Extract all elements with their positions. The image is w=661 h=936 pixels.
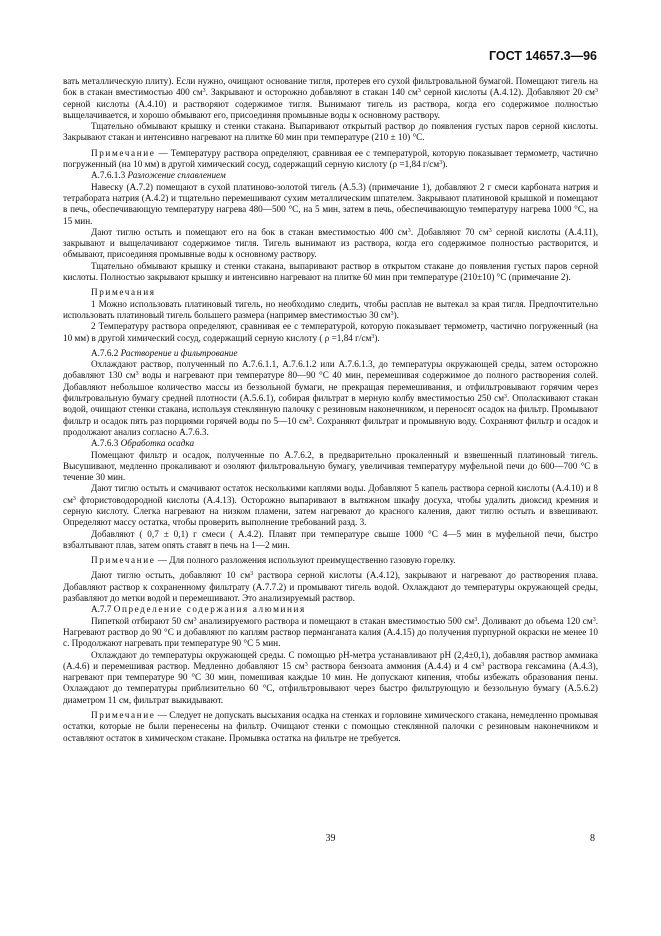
paragraph: Примечание — Для полного разложения используют преимущественно газовую горелку. — [91, 555, 456, 566]
paragraph: Дают тиглю остыть и смачивают остаток несколькими каплями воды. Добавляют 5 капель раствора серной кислоты (А.4.10) и 8 $см^3$ фтористоводородной кислоты (А.4.13). Осторожно выпаривают в вытяжном шкафу досуха, чтобы удалить диоксид кремния и серную кислоту. Слегка нагревают на низком пламени, затем нагревают до красного каления, дают тиглю остыть и взвешивают. Определяют массу остатка, чтобы проверить выполнение требований разд. 3. — [63, 483, 598, 528]
paragraph: Навеску (А.7.2) помещают в сухой платиново-золотой тигель (А.5.3) (примечание 1), добавляют 2 г смеси карбоната натрия и тетрабората натрия (А.4.2) и тщательно перемешивают сухим металлическим шпателем. Закрывают платиновой крышкой и помещают в печь, обеспечивающую температуру нагрева 480—500 °С, на 5 мин, затем в печь, обеспечивающую температуру нагрева 1000 °С, на 15 мин. — [63, 181, 598, 226]
paragraph: вать металлическую плиту). Если нужно, очищают основание тигля, протерев его сухой фильтровальной бумагой. Помещают тигель на бок в стакан вместимостью 400 $см^3$. Закрывают и осторожно добавляют в стакан 140 $см^3$ серной кислоты (А.4.12). Добавляют 20 $см^3$ серной кислоты (А.4.10) и растворяют содержимое тигля. Вынимают тигель из раствора, когда его содержимое полностью выщелачивается, и хорошо обмывают его, присоединяя промывные воды к основному раствору. — [63, 76, 598, 120]
paragraph: 2 Температуру раствора определяют, сравнивая ее с температурой, которую показывает термометр, частично погруженный (на 10 мм) в другой химический сосуд, содержащий серную кислоту ( ρ =1,84 $г/см^3$). — [63, 321, 598, 343]
paragraph: Примечание — Следует не допускать высыхания осадка на стенках и горловине химического стакана, немедленно промывая остатки, которые не были перенесены на фильтр. Очищают стенки с помощью стеклянной палочки с резиновым наконечником и оставляют остаток в химическом стакане. Промывка остатка на фильтре не требуется. — [63, 710, 598, 743]
paragraph: А.7.6.1.3 Разложение сплавлением — [91, 170, 226, 181]
paragraph: 1 Можно использовать платиновый тигель, но необходимо следить, чтобы расплав не вытекал за края тигля. Предпочтительно использовать платиновый тигель большего размера (например вместимостью 30 $см^3$). — [63, 298, 598, 320]
paragraph: Охлаждают до температуры окружающей среды. С помощью рН-метра устанавливают рН (2,4±0,1), добавляя раствор аммиака (А.4.6) и перемешивая раствор. Медленно добавляют 15 $см^3$ раствора бензоата аммония (А.4.4) и 4 $см^3$ раствора гексамина (А.4.3), нагревают при температуре 90 °С 30 мин, помешивая каждые 10 мин. Не допускают кипения, чтобы избежать образования пены. Охлаждают до температуры приблизительно 60 °С, отфильтровывают через быстро фильтрующую и беззольную бумагу (А.5.6.2) диаметром 11 см, фильтрат выкидывают. — [63, 649, 598, 705]
paragraph: Дают тиглю остыть, добавляют 10 $см^3$ раствора серной кислоты (А.4.12), закрывают и нагревают до растворения плава. Добавляют раствор к сохраненному фильтрату (А.7.7.2) и промывают тигель водой. Охлаждают до температуры окружающей среды, разбавляют до метки водой и перемешивают. Это анализируемый раствор. — [63, 570, 598, 604]
sheet-number: 8 — [590, 833, 595, 844]
paragraph: Примечание — Температуру раствора определяют, сравнивая ее с температурой, которую показывает термометр, частично погруженный (на 10 мм) в другой химический сосуд, содержащий серную кислоту (ρ =1,84 $г/см^3$). — [63, 147, 598, 170]
paragraph: Добавляют ( 0,7 ± 0,1) г смеси ( А.4.2). Плавят при температуре свыше 1000 °С 4—5 мин в муфельной печи, быстро взбалтывают плав, затем опять ставят в печь на 1—2 мин. — [63, 528, 598, 550]
paragraph: Пипеткой отбирают 50 $см^3$ анализируемого раствора и помещают в стакан вместимостью 500 $см^3$. Доливают до объема 120 $см^3$. Нагревают раствор до 90 °С и добавляют по каплям раствор перманганата калия (А.4.15) до получения пурпурной окраски не менее 10 с. Продолжают нагревать при температуре 90 °С 5 мин. — [63, 615, 598, 649]
paragraph: А.7.6.2 Растворение и фильтрование — [91, 347, 238, 358]
document-body — [63, 76, 598, 744]
page-number: 39 — [325, 833, 336, 844]
paragraph: Помещают фильтр и осадок, полученные по А.7.6.2, в предварительно прокаленный и взвешенный платиновый тигель. Высушивают, медленно прокаливают и озоляют фильтровальную бумагу, увеличивая температуру муфельной печи до 600—700 °С в течение 30 мин. — [63, 449, 598, 483]
paragraph: Тщательно обмывают крышку и стенки стакана, выпаривают раствор в открытом стакане до появления густых паров серной кислоты. Полностью закрывают крышку и интенсивно нагревают на плитке 60 мин при температуре (210±10) °С (примечание 2). — [63, 260, 598, 283]
paragraph: А.7.7 Определение содержания алюминия — [91, 604, 306, 615]
paragraph: А.7.6.3 Обработка осадка — [91, 438, 195, 449]
document-header: ГОСТ 14657.3—96 — [488, 49, 597, 63]
paragraph: Охлаждают раствор, полученный по А.7.6.1.1, А.7.6.1.2 или А.7.6.1.3, до температуры окружающей среды, затем осторожно добавляют 130 $см^3$ воды и нагревают при температуре 80—90 °С 40 мин, перемешивая содержимое до полного растворения солей. Добавляют небольшое количество массы из беззольной бумаги, не прекращая перемешивания, и отфильтровывают горячим через фильтровальную бумагу средней плотности (А.5.6.1), собирая фильтрат в мерную колбу вместимостью 250 $см^3$. Ополаскивают стакан водой, очищают стенки стакана, используя стеклянную палочку с резиновым наконечником, и переносят осадок на фильтр. Промывают фильтр и осадок пять раз порциями горячей воды по 5—10 $см^3$. Сохраняют фильтрат и промывную воду. Сохраняют фильтр и осадок и продолжают анализ согласно А.7.6.3. — [63, 359, 598, 437]
paragraph: Тщательно обмывают крышку и стенки стакана. Выпаривают открытый раствор до появления густых паров серной кислоты. Закрывают стакан и интенсивно нагревают на плитке 60 мин при температуре (210 ± 10) °С. — [63, 121, 598, 143]
paragraph: Дают тиглю остыть и помещают его на бок в стакан вместимостью 400 $см^3$. Добавляют 70 $см^3$ серной кислоты (А.4.11), закрывают и выщелачивают содержимое тигля. Тигель вынимают из раствора, когда его содержимое полностью растворится, и обмывают, присоединяя промывные воды к основному раствору. — [63, 226, 599, 260]
paragraph: Примечания — [91, 287, 156, 298]
